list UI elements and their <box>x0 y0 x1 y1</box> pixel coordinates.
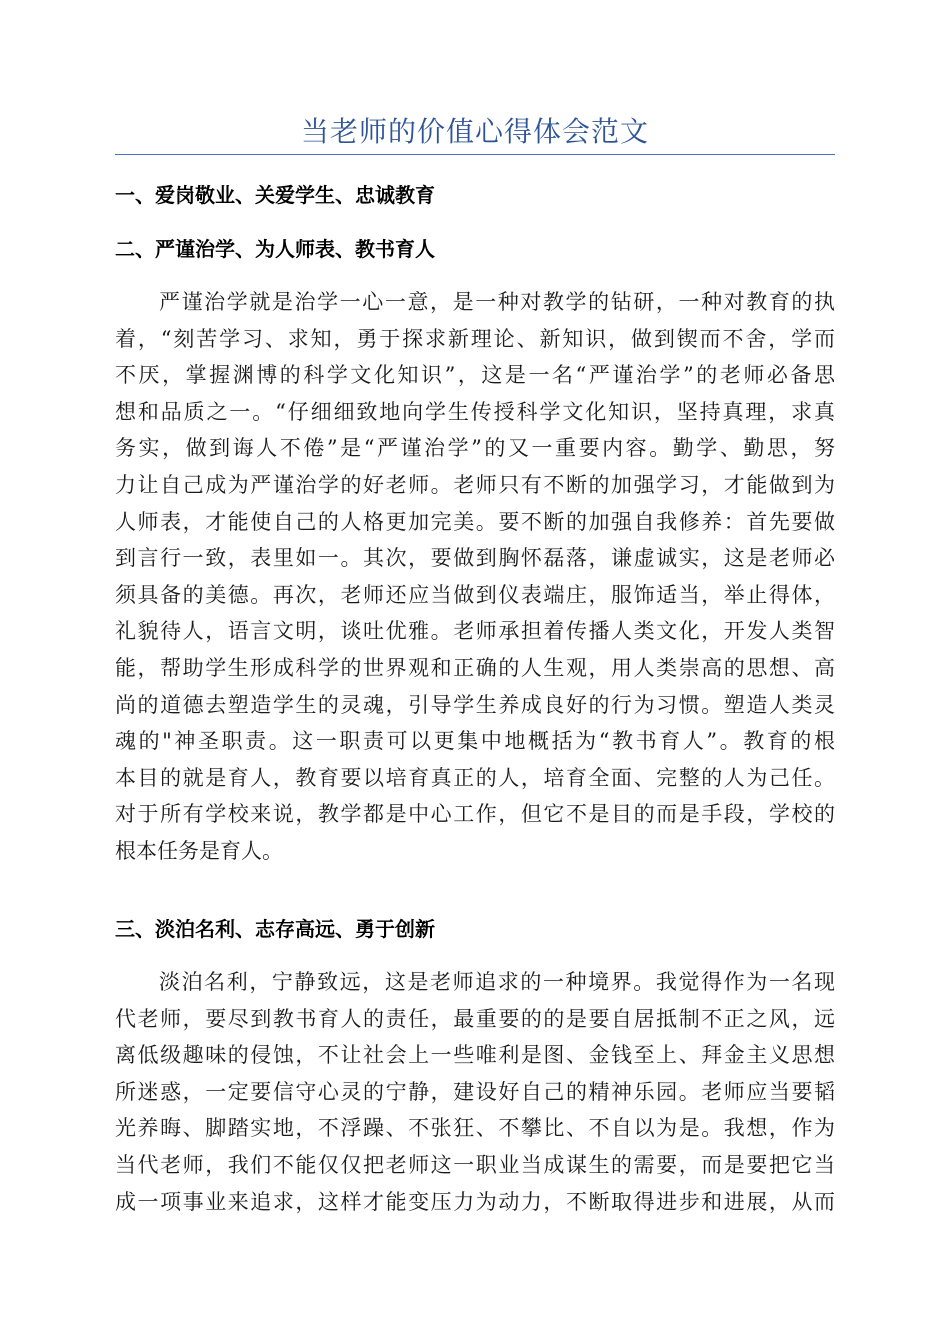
paragraph-line: 淡泊名利，宁静致远，这是老师追求的一种境界。我觉得作为一名现 <box>159 970 835 994</box>
paragraph-line: 想和品质之一。“仔细细致地向学生传授科学文化知识，坚持真理，求真 <box>115 399 835 424</box>
paragraph-line: 严谨治学就是治学一心一意，是一种对教学的钻研，一种对教育的执 <box>159 290 835 314</box>
paragraph-line: 所迷惑，一定要信守心灵的宁静，建设好自己的精神乐园。老师应当要韬 <box>115 1079 835 1104</box>
paragraph-line: 力让自己成为严谨治学的好老师。老师只有不断的加强学习，才能做到为 <box>115 472 835 497</box>
document-title: 当老师的价值心得体会范文 <box>300 115 649 148</box>
paragraph-line: 人师表，才能使自己的人格更加完美。要不断的加强自我修养：首先要做 <box>115 509 835 534</box>
paragraph-line: 离低级趣味的侵蚀，不让社会上一些唯利是图、金钱至上、拜金主义思想 <box>115 1043 835 1068</box>
paragraph-line: 能，帮助学生形成科学的世界观和正确的人生观，用人类崇高的思想、高 <box>115 655 835 680</box>
paragraph-line: 尚的道德去塑造学生的灵魂，引导学生养成良好的行为习惯。塑造人类灵 <box>115 692 835 717</box>
section-heading-1: 一、爱岗敬业、关爱学生、忠诚教育 <box>115 183 435 207</box>
section-heading-3: 三、淡泊名利、志存高远、勇于创新 <box>115 917 435 941</box>
paragraph-line: 到言行一致，表里如一。其次，要做到胸怀磊落，谦虚诚实，这是老师必 <box>115 546 835 571</box>
paragraph-line: 代老师，要尽到教书育人的责任，最重要的的是要自居抵制不正之风，远 <box>115 1006 835 1031</box>
paragraph-line: 根本任务是育人。 <box>115 838 283 863</box>
paragraph-line: 本目的就是育人，教育要以培育真正的人，培育全面、完整的人为己任。 <box>115 765 835 790</box>
paragraph-line: 礼貌待人，语言文明，谈吐优雅。老师承担着传播人类文化，开发人类智 <box>115 619 835 644</box>
paragraph-line: 当代老师，我们不能仅仅把老师这一职业当成谋生的需要，而是要把它当 <box>115 1152 835 1177</box>
paragraph-line: 魂的"神圣职责。这一职责可以更集中地概括为“教书育人”。教育的根 <box>115 729 835 754</box>
paragraph-line: 成一项事业来追求，这样才能变压力为动力，不断取得进步和进展，从而 <box>115 1189 835 1214</box>
paragraph-line: 务实，做到诲人不倦”是“严谨治学”的又一重要内容。勤学、勤思，努 <box>115 436 835 461</box>
section-3-paragraph <box>115 964 835 1220</box>
paragraph-line: 须具备的美德。再次，老师还应当做到仪表端庄，服饰适当，举止得体， <box>115 582 835 607</box>
paragraph-line: 对于所有学校来说，教学都是中心工作，但它不是目的而是手段，学校的 <box>115 802 835 827</box>
section-heading-2: 二、严谨治学、为人师表、教书育人 <box>115 237 435 261</box>
paragraph-line: 不厌，掌握渊博的科学文化知识”，这是一名“严谨治学”的老师必备思 <box>115 363 835 388</box>
paragraph-line: 着，“刻苦学习、求知，勇于探求新理论、新知识，做到锲而不舍，学而 <box>115 326 835 351</box>
paragraph-line: 光养晦、脚踏实地，不浮躁、不张狂、不攀比、不自以为是。我想，作为 <box>115 1116 835 1141</box>
title-underline <box>115 154 835 155</box>
section-2-paragraph <box>115 284 835 870</box>
